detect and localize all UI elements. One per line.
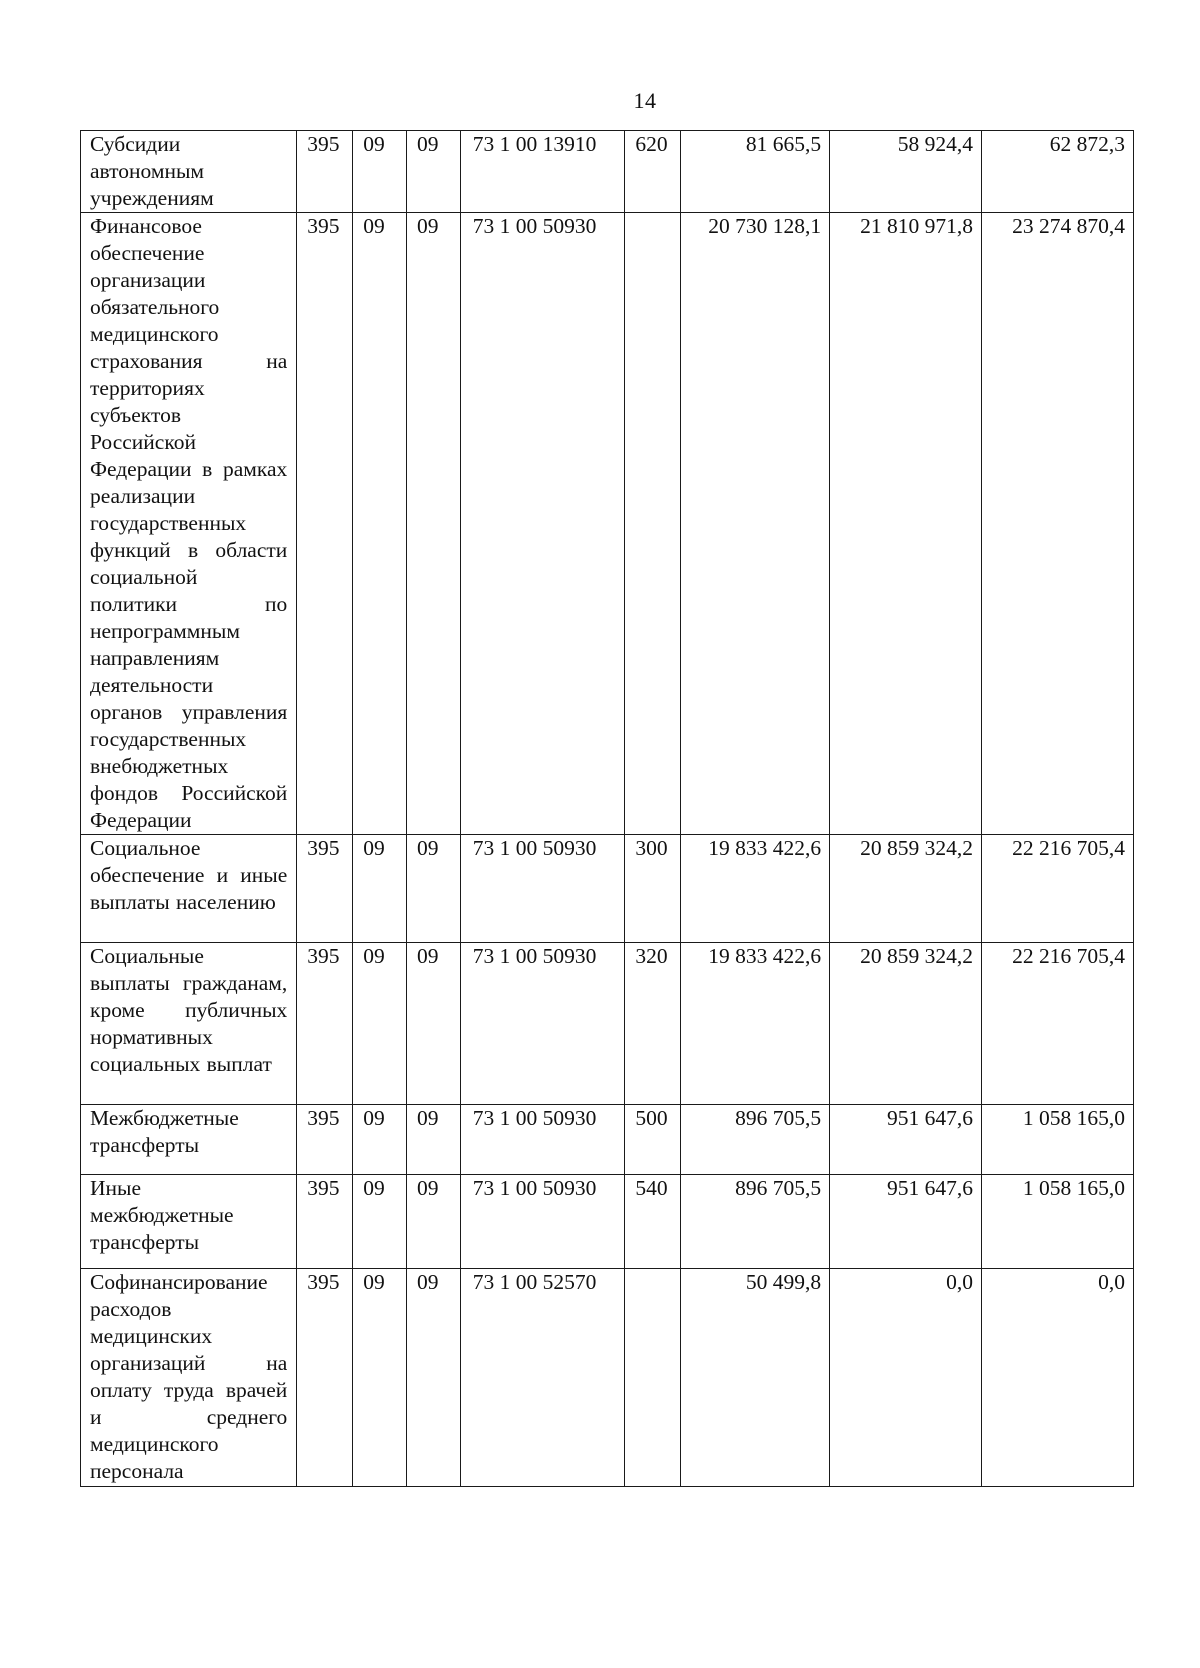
table-row bbox=[81, 1105, 1134, 1175]
amount-year3: 1 058 165,0 bbox=[981, 1175, 1133, 1269]
table-row bbox=[81, 1269, 1134, 1487]
amount-year2: 20 859 324,2 bbox=[830, 835, 982, 943]
subsection-code: 09 bbox=[407, 835, 461, 943]
target-article: 73 1 00 13910 bbox=[460, 131, 625, 213]
budget-table bbox=[80, 130, 1134, 1487]
amount-year2: 58 924,4 bbox=[830, 131, 982, 213]
expense-type: 320 bbox=[625, 943, 681, 1105]
amount-year3: 1 058 165,0 bbox=[981, 1105, 1133, 1175]
amount-year1: 896 705,5 bbox=[681, 1175, 830, 1269]
amount-year1: 50 499,8 bbox=[681, 1269, 830, 1487]
amount-year1: 19 833 422,6 bbox=[681, 943, 830, 1105]
table-row bbox=[81, 131, 1134, 213]
amount-year1: 81 665,5 bbox=[681, 131, 830, 213]
subsection-code: 09 bbox=[407, 943, 461, 1105]
row-name: Межбюджетные трансферты bbox=[81, 1105, 297, 1175]
expense-type bbox=[625, 1269, 681, 1487]
amount-year2: 951 647,6 bbox=[830, 1175, 982, 1269]
ministry-code: 395 bbox=[297, 835, 353, 943]
row-name: Социальное обеспечение и иные выплаты населению bbox=[81, 835, 297, 943]
page-number: 14 bbox=[633, 88, 657, 113]
section-code: 09 bbox=[353, 131, 407, 213]
amount-year3: 0,0 bbox=[981, 1269, 1133, 1487]
section-code: 09 bbox=[353, 1269, 407, 1487]
amount-year3: 22 216 705,4 bbox=[981, 835, 1133, 943]
amount-year3: 23 274 870,4 bbox=[981, 213, 1133, 835]
target-article: 73 1 00 52570 bbox=[460, 1269, 625, 1487]
amount-year1: 19 833 422,6 bbox=[681, 835, 830, 943]
table-row bbox=[81, 835, 1134, 943]
row-name: Софинансирование расходов медицинских организаций на оплату труда врачей и среднего медицинского персонала bbox=[81, 1269, 297, 1487]
ministry-code: 395 bbox=[297, 1269, 353, 1487]
target-article: 73 1 00 50930 bbox=[460, 213, 625, 835]
expense-type bbox=[625, 213, 681, 835]
amount-year2: 0,0 bbox=[830, 1269, 982, 1487]
expense-type: 500 bbox=[625, 1105, 681, 1175]
row-name: Субсидии автономным учреждениям bbox=[81, 131, 297, 213]
amount-year2: 20 859 324,2 bbox=[830, 943, 982, 1105]
target-article: 73 1 00 50930 bbox=[460, 943, 625, 1105]
target-article: 73 1 00 50930 bbox=[460, 835, 625, 943]
table-row bbox=[81, 943, 1134, 1105]
target-article: 73 1 00 50930 bbox=[460, 1105, 625, 1175]
row-name: Финансовое обеспечение организации обязательного медицинского страхования на территориях субъектов Российской Федерации в рамках реализации государственных функций в области социальной политики по непрограммным направлениям деятельности органов управления государственных внебюджетных фондов Российской Федерации bbox=[81, 213, 297, 835]
subsection-code: 09 bbox=[407, 1105, 461, 1175]
subsection-code: 09 bbox=[407, 131, 461, 213]
amount-year2: 21 810 971,8 bbox=[830, 213, 982, 835]
subsection-code: 09 bbox=[407, 1175, 461, 1269]
ministry-code: 395 bbox=[297, 213, 353, 835]
amount-year3: 22 216 705,4 bbox=[981, 943, 1133, 1105]
amount-year2: 951 647,6 bbox=[830, 1105, 982, 1175]
section-code: 09 bbox=[353, 1105, 407, 1175]
amount-year3: 62 872,3 bbox=[981, 131, 1133, 213]
amount-year1: 896 705,5 bbox=[681, 1105, 830, 1175]
subsection-code: 09 bbox=[407, 1269, 461, 1487]
expense-type: 540 bbox=[625, 1175, 681, 1269]
row-name: Иные межбюджетные трансферты bbox=[81, 1175, 297, 1269]
target-article: 73 1 00 50930 bbox=[460, 1175, 625, 1269]
expense-type: 620 bbox=[625, 131, 681, 213]
expense-type: 300 bbox=[625, 835, 681, 943]
subsection-code: 09 bbox=[407, 213, 461, 835]
table-row bbox=[81, 1175, 1134, 1269]
ministry-code: 395 bbox=[297, 1105, 353, 1175]
row-name: Социальные выплаты гражданам, кроме публичных нормативных социальных выплат bbox=[81, 943, 297, 1105]
ministry-code: 395 bbox=[297, 1175, 353, 1269]
ministry-code: 395 bbox=[297, 943, 353, 1105]
section-code: 09 bbox=[353, 835, 407, 943]
section-code: 09 bbox=[353, 943, 407, 1105]
section-code: 09 bbox=[353, 213, 407, 835]
amount-year1: 20 730 128,1 bbox=[681, 213, 830, 835]
table-row bbox=[81, 213, 1134, 835]
ministry-code: 395 bbox=[297, 131, 353, 213]
section-code: 09 bbox=[353, 1175, 407, 1269]
